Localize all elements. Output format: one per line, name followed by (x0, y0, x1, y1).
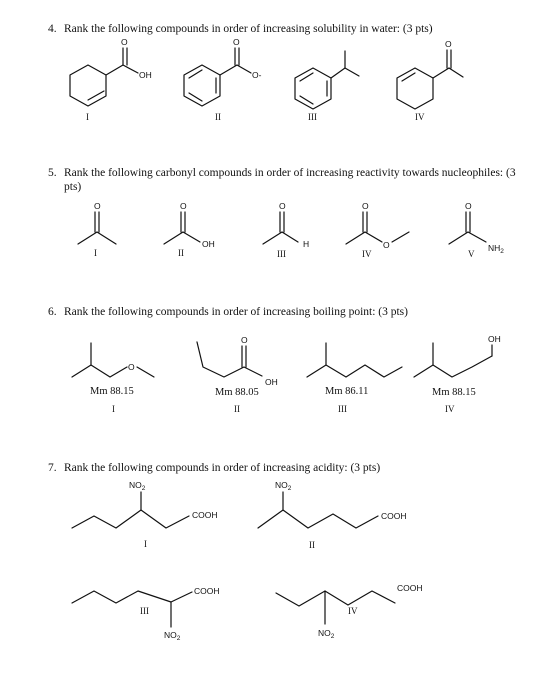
compound-label: I (112, 404, 115, 414)
q7-compound-3 (72, 586, 220, 642)
compound-label: I (86, 112, 89, 122)
nitro-label: $NO_2$ (129, 480, 146, 492)
compound-label: II (234, 404, 240, 414)
compound-label: IV (415, 112, 425, 122)
compound-label: IV (445, 404, 455, 414)
question-text: Rank the following carbonyl compounds in order of increasing reactivity towards nucleophiles: (3 (64, 167, 516, 179)
oxide-anion-label: O- (252, 70, 262, 80)
q5-compound-2 (164, 201, 215, 258)
oxygen-label: O (241, 335, 248, 345)
hydroxyl-label: OH (202, 239, 215, 249)
nitro-label: $NO_2$ (275, 480, 292, 492)
q6-compound-1 (72, 343, 154, 414)
q5-compound-1 (78, 201, 116, 258)
oxygen-label: O (94, 201, 101, 211)
q6-compound-4 (414, 334, 501, 414)
question-5-continuation: pts) (64, 181, 82, 193)
molar-mass: Mm 88.05 (215, 387, 259, 398)
ester-oxygen-label: O (383, 240, 390, 250)
oxygen-label: O (465, 201, 472, 211)
q6-compound-2 (197, 335, 278, 414)
q4-compound-4 (397, 39, 463, 122)
question-number: 4. (48, 23, 57, 35)
hydroxyl-label: OH (488, 334, 501, 344)
q5-compound-5 (449, 201, 504, 259)
compound-label: II (215, 112, 221, 122)
oxygen-label: O (233, 37, 240, 47)
compound-label: I (94, 248, 97, 258)
question-text: Rank the following compounds in order of increasing acidity: (3 pts) (64, 462, 381, 474)
nitro-label: $NO_2$ (164, 630, 181, 642)
q7-compound-1 (72, 480, 218, 549)
q5-compound-4 (346, 201, 409, 259)
q6-compound-3 (307, 343, 402, 414)
carboxyl-label: COOH (397, 583, 423, 593)
compound-label: III (277, 249, 286, 259)
nitro-label: $NO_2$ (318, 628, 335, 640)
q5-compound-3 (263, 201, 309, 259)
question-number: 6. (48, 306, 57, 318)
compound-label: V (468, 249, 475, 259)
q7-compound-4 (276, 583, 423, 640)
hydroxyl-label: OH (265, 377, 278, 387)
ether-oxygen-label: O (128, 362, 135, 372)
question-number: 5. (48, 167, 57, 179)
compound-label: IV (348, 606, 358, 616)
q7-compound-2 (258, 480, 407, 550)
molar-mass: Mm 88.15 (90, 386, 134, 397)
question-text: Rank the following compounds in order of increasing boiling point: (3 pts) (64, 306, 408, 318)
compound-label: III (308, 112, 317, 122)
oxygen-label: O (362, 201, 369, 211)
compound-label: IV (362, 249, 372, 259)
molar-mass: Mm 86.11 (325, 386, 369, 397)
compound-label: II (309, 540, 315, 550)
compound-label: III (338, 404, 347, 414)
carboxyl-label: COOH (381, 511, 407, 521)
carboxyl-label: COOH (194, 586, 220, 596)
molar-mass: Mm 88.15 (432, 387, 476, 398)
question-number: 7. (48, 462, 57, 474)
q4-compound-1 (70, 37, 152, 122)
carboxyl-label: COOH (192, 510, 218, 520)
q4-compound-2 (184, 37, 262, 122)
amine-label: $NH_2$ (488, 243, 504, 255)
compound-label: I (144, 539, 147, 549)
oxygen-label: O (121, 37, 128, 47)
question-text: Rank the following compounds in order of increasing solubility in water: (3 pts) (64, 23, 433, 35)
oxygen-label: O (445, 39, 452, 49)
oxygen-label: O (180, 201, 187, 211)
compound-label: II (178, 248, 184, 258)
hydroxyl-label: OH (139, 70, 152, 80)
q4-compound-3 (295, 51, 359, 122)
hydrogen-label: H (303, 239, 310, 249)
oxygen-label: O (279, 201, 286, 211)
compound-label: III (140, 606, 149, 616)
